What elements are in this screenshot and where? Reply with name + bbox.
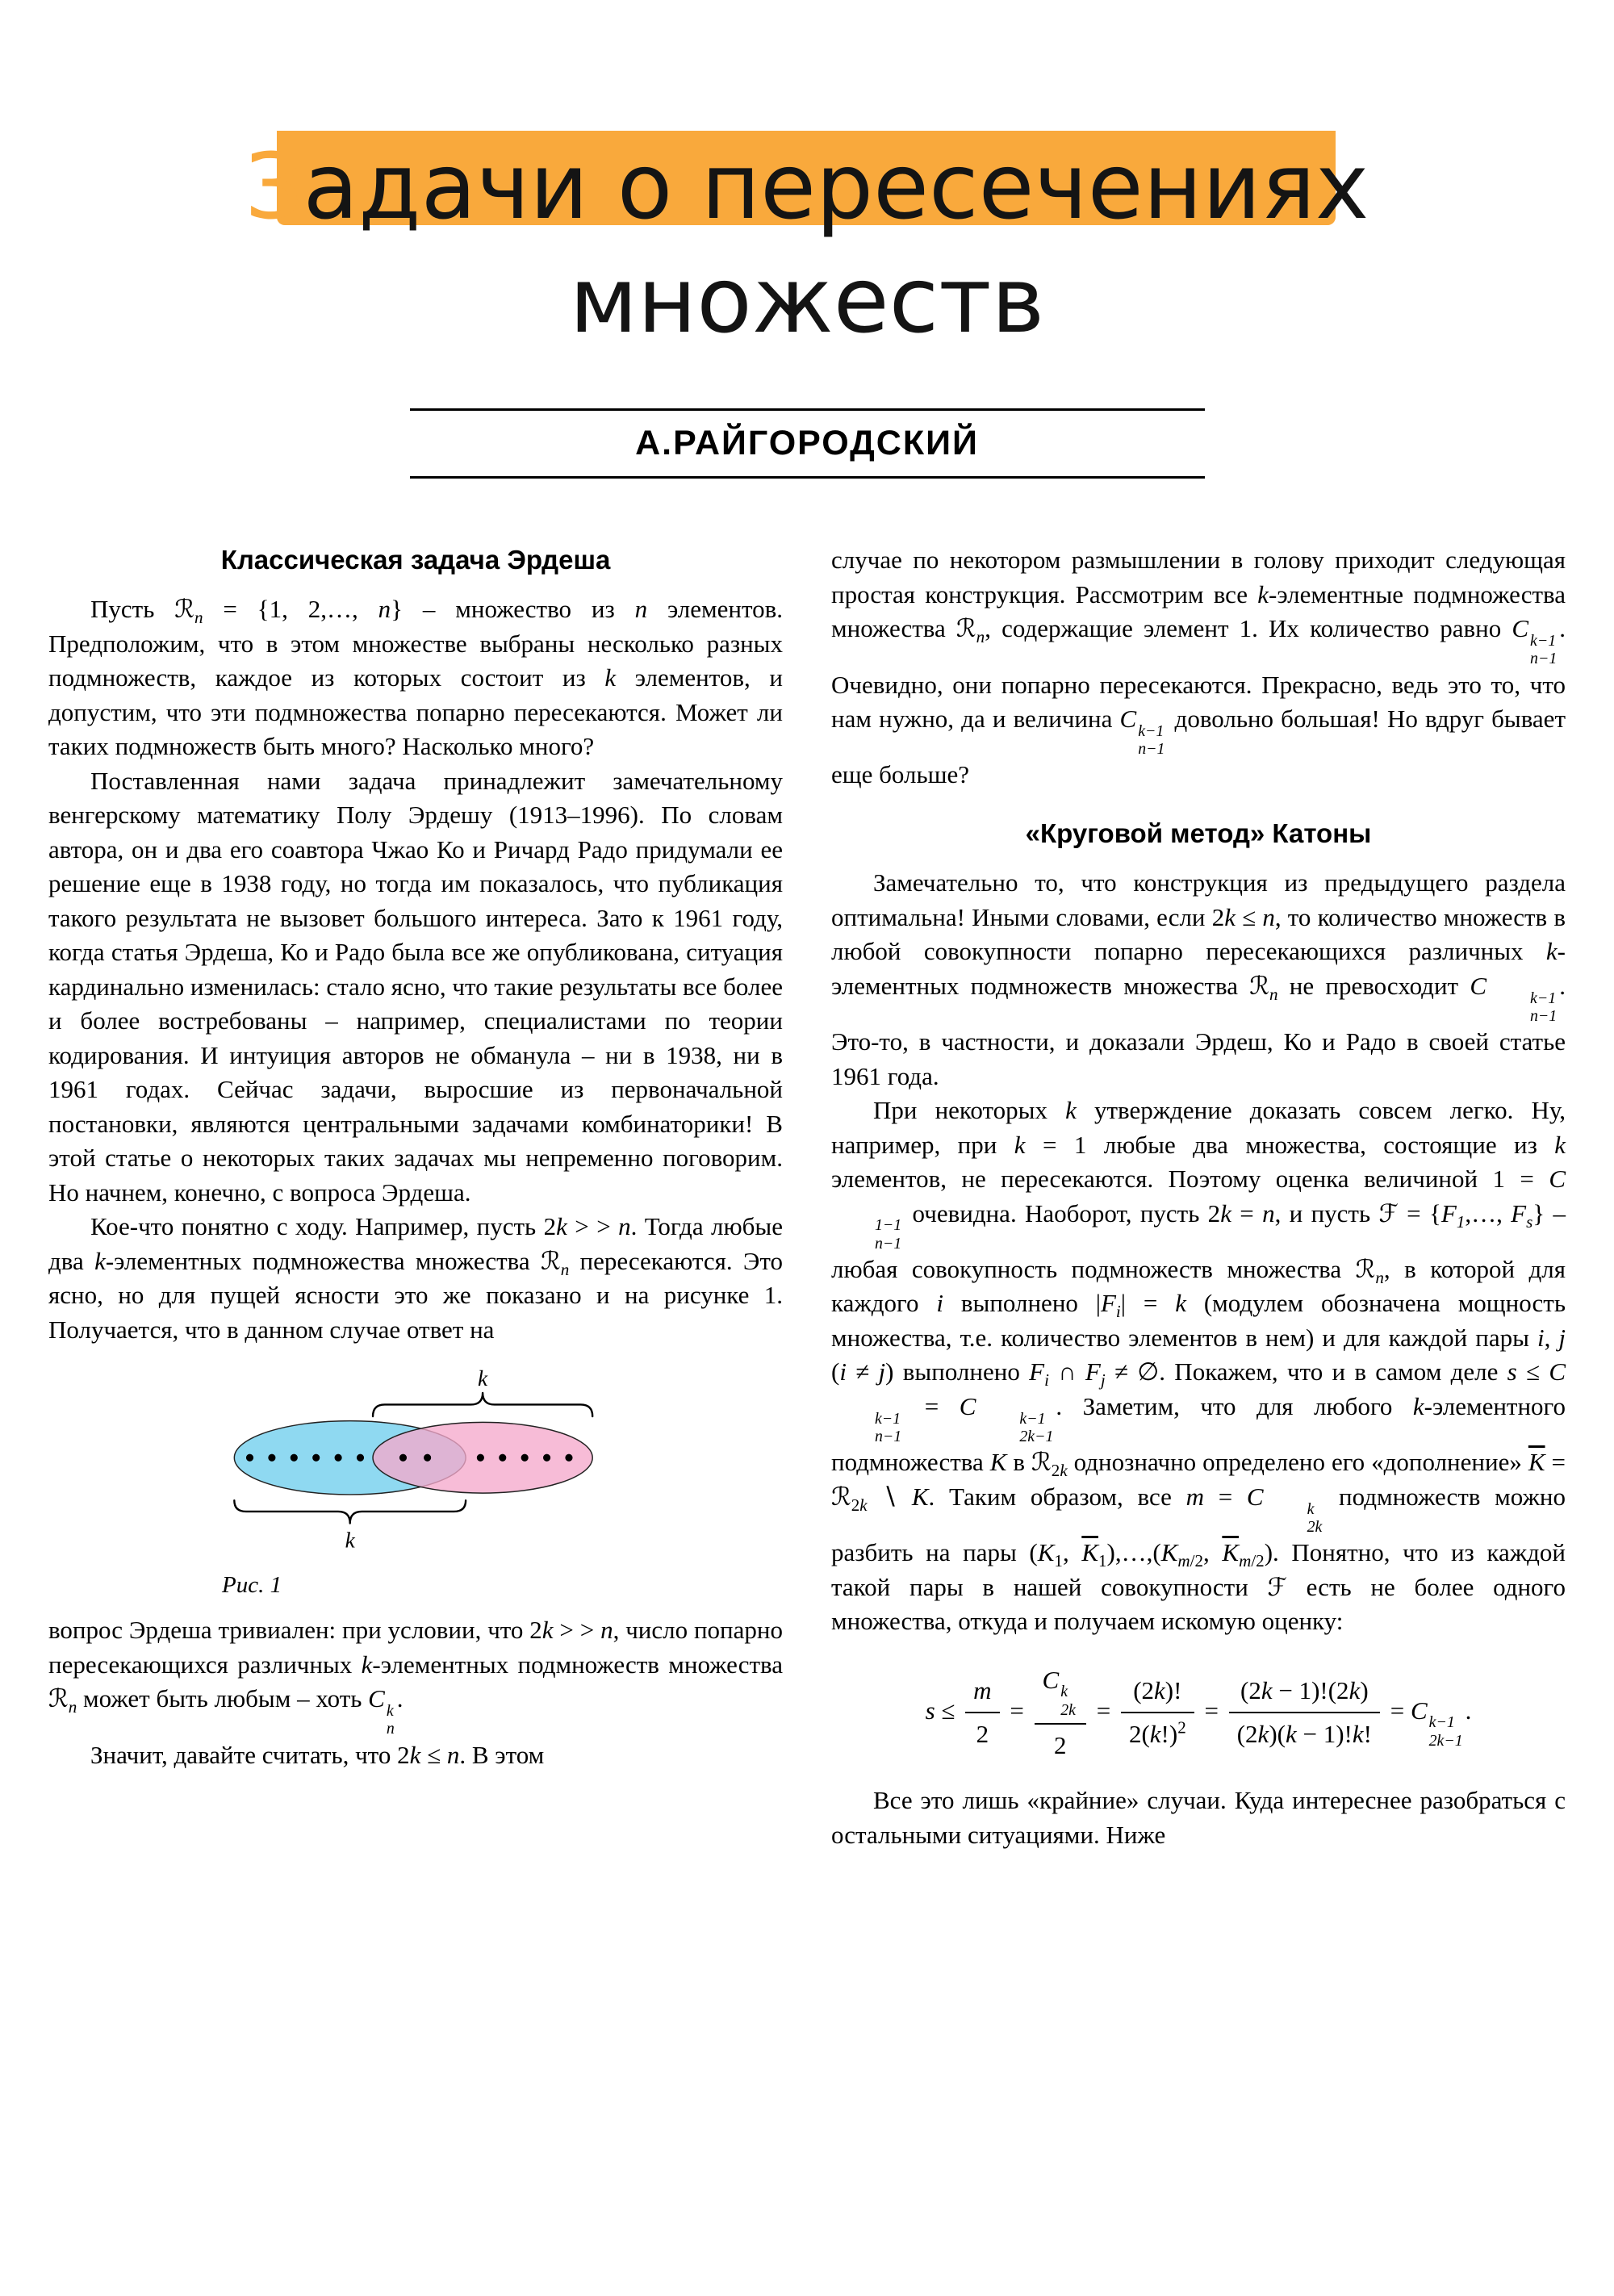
left-column	[48, 543, 783, 1852]
dot	[268, 1454, 275, 1462]
dot	[246, 1454, 253, 1462]
venn-diagram	[194, 1366, 637, 1555]
dot	[424, 1454, 431, 1462]
author-name: А.РАЙГОРОДСКИЙ	[635, 424, 979, 463]
dot	[335, 1454, 342, 1462]
top-brace	[373, 1393, 592, 1416]
paragraph: Пусть ℛ$_n$ = {1, 2,…, n} – множество из n элементов. Предположим, что в этом множестве выбраны несколько разных подмножеств, каждое из которых состоит из k элементов, и допустим, что эти подмножества попарно пересекаются. Может ли таких подмножеств быть много? Насколько много?	[48, 595, 783, 761]
display-formula: s ≤ $\frac{m}{2}$ = C k 2k 2 = $\frac{(2k)!}{2(k!)^2}$ = $\frac{(2k - 1)!(2k)}{(2k)(k - 1)!k!}$ = C k−1 2k−1 .	[831, 1663, 1566, 1763]
dot	[312, 1454, 320, 1462]
paragraph: Все это лишь «крайние» случаи. Куда интереснее разобраться с остальными ситуациями. Ниже	[831, 1786, 1566, 1849]
paragraph: Замечательно то, что конструкция из предыдущего раздела оптимальна! Иными словами, если 2k ≤ n, то количество множеств в любой совокупности попарно пересекающихся различных k-элементных подмножеств множества ℛ$_n$ не превосходит C k−1 n−1 . Это-то, в частности, и доказали Эрдеш, Ко и Радо в своей статье 1961 года.	[831, 868, 1566, 1090]
bottom-brace-label: k	[345, 1529, 355, 1554]
section-heading-katona: «Круговой метод» Катоны	[1025, 818, 1372, 848]
magazine-page	[0, 131, 1614, 1852]
dot	[565, 1454, 572, 1462]
paragraph: случае по некотором размышлении в голову приходит следующая простая конструкция. Рассмотрим все k-элементные подмножества множества ℛ$_n$, содержащие элемент 1. Их количество равно C k−1 n−1 . Очевидно, они попарно пересекаются. Прекрасно, ведь это то, что нам нужно, да и величина C k−1 n−1 довольно большая! Но вдруг бывает еще больше?	[831, 546, 1566, 789]
dot	[477, 1454, 484, 1462]
title-initial: З	[245, 135, 303, 240]
paragraph: Значит, давайте считать, что 2k ≤ n. В этом	[90, 1740, 545, 1769]
dot	[357, 1454, 364, 1462]
title-line-1-rest: адачи о пересечениях	[303, 135, 1369, 240]
title-line-2: множеств	[569, 249, 1045, 354]
dot	[543, 1454, 550, 1462]
article-body	[48, 543, 1566, 1852]
paragraph: Поставленная нами задача принадлежит замечательному венгерскому математику Полу Эрдешу (1913–1996). По словам автора, он и два его соавтора Чжао Ко и Ричард Радо придумали ее решение еще в 1938 году, но тогда им показалось, что публикация такого результата не вызовет большого интереса. Зато к 1961 году, когда статья Эрдеша, Ко и Радо была все же опубликована, ситуация кардинально изменилась: стало ясно, что такие результаты все более и более востребованы – например, специалистами по теории кодирования. И интуиция авторов не обманула – ни в 1938, ни в 1961 годах. Сейчас задачи, выросшие из первоначальной постановки, являются центральными задачами комбинаторики! В этой статье о некоторых таких задачах мы непременно поговорим. Но начнем, конечно, с вопроса Эрдеша.	[48, 766, 783, 1207]
author-block	[410, 408, 1205, 479]
title-line-1	[0, 131, 1614, 245]
section-heading-erdos: Классическая задача Эрдеша	[220, 545, 611, 575]
paragraph: При некоторых k утверждение доказать совсем легко. Ну, например, при k = 1 любые два множества, состоящие из k элементов, не пересекаются. Поэтому оценка величиной 1 = C 1−1 n−1 очевидна. Наоборот, пусть 2k = n, и пусть ℱ = {$F_1,\dots$, $F_s$} – любая совокупность подмножеств множества ℛ$_n$, в которой для каждого i выполнено $|F_i| = k$ (модулем обозначена мощность множества, т.е. количество элементов в нем) и для каждой пары i, j (i ≠ j) выполнено $F_i$ ∩ $F_j$ ≠ ∅. Покажем, что и в самом деле s ≤ C k−1 n−1 = C k−1 2k−1 . Заметим, что для любого k-элементного подмножества K в ℛ$_{2k}$ однозначно определено его «дополнение» $\overline{K}$ = ℛ$_{2k}$ ∖ K. Таким образом, все m = C k 2k подмножеств можно разбить на пары ($K_1$, $\overline{K}_1),\dots,(K_{m/2}$, $\overline{K}_{m/2}$). Понятно, что из каждой такой пары в нашей совокупности ℱ есть не более одного множества, откуда и получаем искомую оценку:	[831, 1096, 1566, 1636]
dot	[499, 1454, 506, 1462]
article-title	[0, 131, 1614, 358]
top-brace-label: k	[478, 1366, 488, 1391]
right-column	[831, 543, 1566, 1852]
paragraph: вопрос Эрдеша тривиален: при условии, что 2k > > n, число попарно пересекающихся различных k-элементных подмножеств множества ℛ$_n$ может быть любым – хоть C k n .	[48, 1616, 784, 1738]
paragraph: Кое-что понятно с ходу. Например, пусть 2k > > n. Тогда любые два k-элементных подмножества множества ℛ$_n$ пересекаются. Это ясно, но для пущей ясности это же показано и на рисунке 1. Получается, что в данном случае ответ на	[48, 1212, 783, 1344]
bottom-brace	[234, 1501, 466, 1524]
dot	[399, 1454, 407, 1462]
figure-1	[48, 1366, 783, 1564]
dot	[291, 1454, 298, 1462]
dot	[521, 1454, 529, 1462]
figure-caption: Рис. 1	[222, 1571, 282, 1598]
